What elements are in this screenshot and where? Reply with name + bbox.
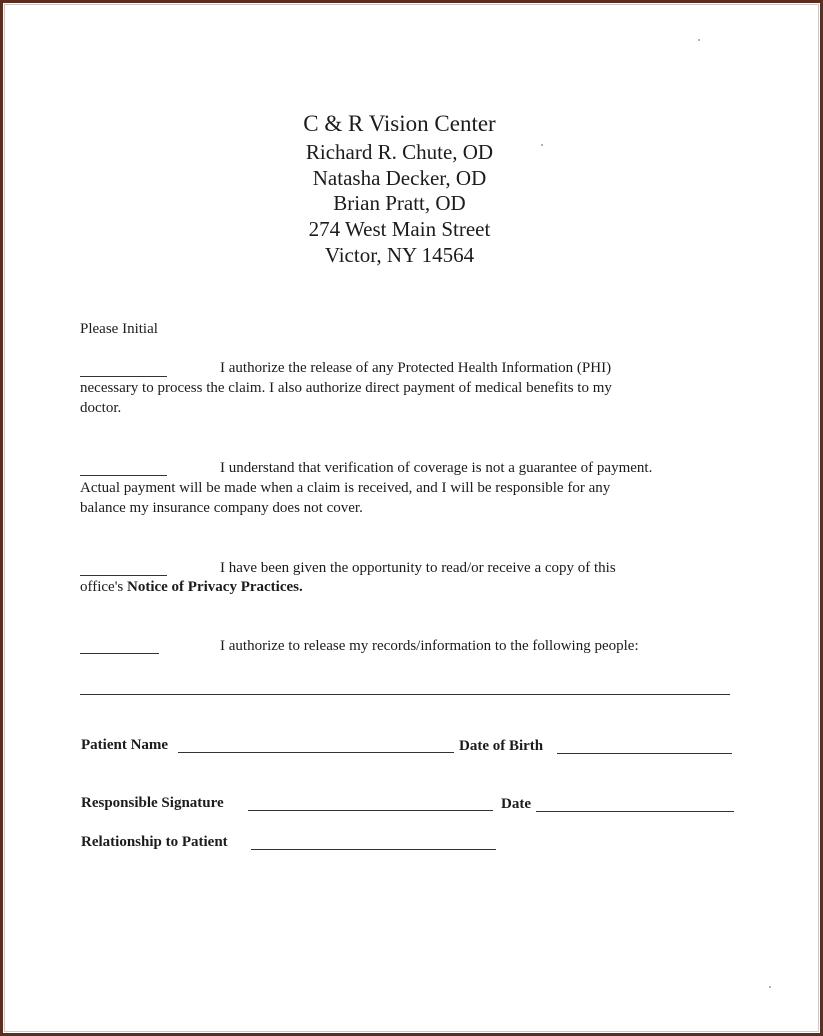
statement-2-line-1: I understand that verification of coverage is not a guarantee of payment. bbox=[220, 460, 653, 476]
instructions-text: Please Initial bbox=[80, 321, 158, 337]
date-of-birth-label: Date of Birth bbox=[459, 738, 544, 754]
statement-2-line-3: balance my insurance company does not cover. bbox=[80, 500, 363, 516]
initial-line-3[interactable] bbox=[80, 575, 167, 576]
clinic-name: C & R Vision Center bbox=[303, 111, 496, 136]
doctor-name-3: Brian Pratt, OD bbox=[333, 191, 466, 215]
statement-1-line-3: doctor. bbox=[80, 400, 122, 416]
patient-name-field[interactable] bbox=[178, 752, 454, 753]
statement-3-line-1: I have been given the opportunity to read/or receive a copy of this bbox=[220, 560, 616, 576]
date-of-birth-field[interactable] bbox=[557, 753, 732, 754]
relationship-field[interactable] bbox=[251, 849, 496, 850]
initial-line-2[interactable] bbox=[80, 475, 167, 476]
city-state-zip: Victor, NY 14564 bbox=[324, 243, 475, 267]
initial-line-4[interactable] bbox=[80, 653, 159, 654]
relationship-label: Relationship to Patient bbox=[81, 834, 228, 850]
initial-line-1[interactable] bbox=[80, 376, 167, 377]
scan-speck bbox=[698, 39, 700, 41]
date-field[interactable] bbox=[536, 811, 734, 812]
statement-1-line-2: necessary to process the claim. I also authorize direct payment of medical benefits to my bbox=[80, 380, 612, 396]
statement-1-line-1: I authorize the release of any Protected Health Information (PHI) bbox=[220, 360, 612, 376]
responsible-signature-field[interactable] bbox=[248, 810, 493, 811]
doctor-name-2: Natasha Decker, OD bbox=[312, 166, 487, 190]
scan-speck bbox=[769, 986, 771, 988]
patient-name-label: Patient Name bbox=[81, 737, 169, 753]
date-label: Date bbox=[501, 796, 531, 812]
statement-2-line-2: Actual payment will be made when a claim is received, and I will be responsible for any bbox=[80, 480, 611, 496]
statement-4-line-1: I authorize to release my records/information to the following people: bbox=[220, 638, 639, 654]
statement-3-line-2 bbox=[80, 577, 303, 597]
statement-3-prefix: office's bbox=[80, 579, 127, 595]
responsible-signature-label: Responsible Signature bbox=[81, 795, 224, 811]
release-people-line[interactable] bbox=[80, 694, 730, 695]
scan-speck bbox=[541, 144, 543, 146]
street-address: 274 West Main Street bbox=[308, 217, 491, 241]
privacy-notice-title: Notice of Privacy Practices. bbox=[127, 579, 303, 595]
doctor-name-1: Richard R. Chute, OD bbox=[305, 140, 494, 164]
